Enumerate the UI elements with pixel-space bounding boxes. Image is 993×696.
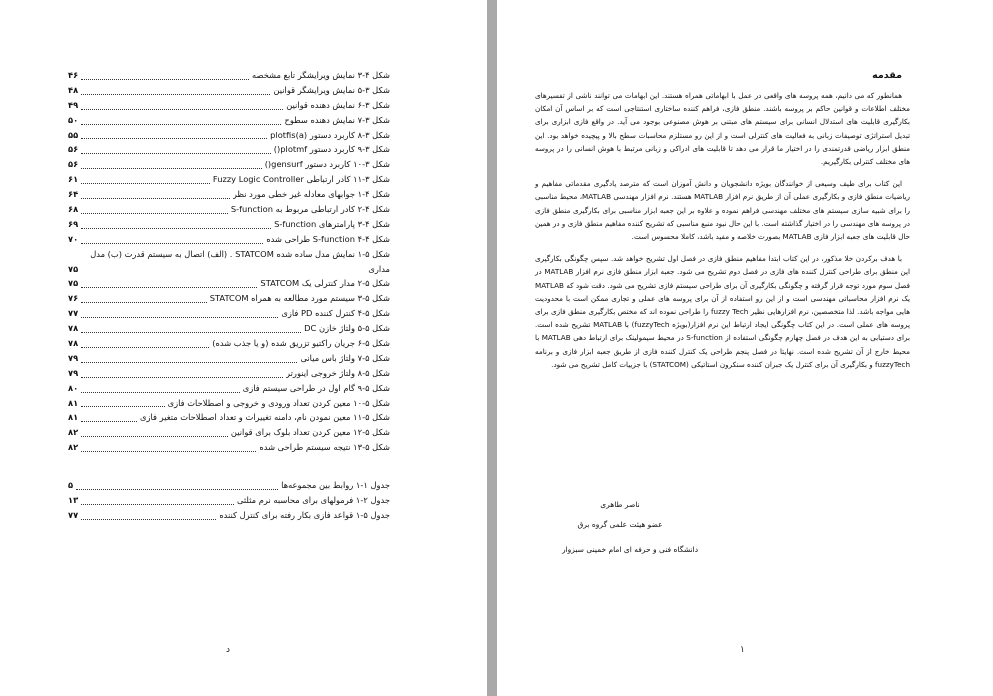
entry-label: مداری <box>368 263 390 274</box>
entry-page-number: ۷۰ <box>68 233 79 244</box>
figure-table-list <box>68 68 390 523</box>
dot-leader <box>81 317 278 318</box>
figure-entry <box>68 157 390 172</box>
entry-label: شکل ۵-۴ کنترل کننده PD فازی <box>281 308 390 319</box>
entry-label: شکل ۵-۱۱ معین نمودن نام، دامنه تغییرات و تعداد اصطلاحات متغیر فازی <box>139 412 390 423</box>
figure-entry <box>68 83 390 98</box>
dot-leader <box>81 406 164 407</box>
figure-entry <box>68 128 390 143</box>
dot-leader <box>81 243 263 244</box>
figure-entry <box>68 202 390 217</box>
dot-leader <box>81 213 228 214</box>
entry-page-number: ۷۵ <box>68 263 79 274</box>
dot-leader <box>81 362 297 363</box>
table-entry <box>68 493 390 508</box>
entry-label: شکل ۴-۲ کادر ارتباطی مربوط به S-function <box>230 204 390 214</box>
entry-label: شکل ۴-۳ نمایش ویرایشگر تابع مشخصه <box>252 69 390 80</box>
figure-entry <box>68 291 390 306</box>
entry-page-number: ۷۶ <box>68 293 79 304</box>
figure-entry <box>68 98 390 113</box>
entry-page-number: ۶۴ <box>68 189 79 200</box>
page-gutter <box>487 0 497 696</box>
entry-page-number: ۵۶ <box>68 159 79 170</box>
left-page-number: د <box>226 645 231 655</box>
entry-page-number: ۵۶ <box>68 144 79 155</box>
entry-label: شکل ۵-۲ مدار کنترلی یک STATCOM <box>260 278 390 289</box>
figure-entry <box>68 142 390 157</box>
dot-leader <box>81 392 240 393</box>
figure-entry <box>68 187 390 202</box>
entry-page-number: ۴۸ <box>68 84 79 95</box>
entry-label: شکل ۵-۶ جریان راکتیو تزریق شده (و یا جذب شده) <box>212 338 390 349</box>
entry-page-number: ۴۹ <box>68 99 79 110</box>
entry-label: شکل ۳-۸ کاربرد دستور plotfis(a) <box>270 129 390 140</box>
figure-entry <box>68 336 390 351</box>
entry-label: شکل ۵-۱ نمایش مدل ساده شده STATCOM . (الف) اتصال به سیستم قدرت (ب) مدل <box>90 248 390 259</box>
entry-page-number: ۷۹ <box>68 352 79 363</box>
dot-leader <box>81 198 230 199</box>
dot-leader <box>81 153 271 154</box>
intro-paragraph-3: با هدف برکردن خلا مذکور، در این کتاب ابتدا مفاهیم منطق فازی در فصل اول تشریح خواهد شد. سپس چگونگی بکارگیری این منطق برای طراحی کنترل کننده های فازی در فصل دوم تشریح می شود. جعبه ابزار منطق فازی نرم افزار MATLAB در فصل سوم مورد توجه قرار گرفته و چگونگی بکارگیری آن برای طراحی سیستم فازی تشریح می شود. دقت شود که MATLAB یک نرم افزار محاسباتی مهندسی است و از این رو استفاده از آن برای پروسه های عملی و تجاری ممکن است با محدودیت هایی مواجه باشد. لذا متخصصین، نرم افزارهایی نظیر fuzzy Tech را طراحی نموده اند که مختص بکارگیری منطق فازی برای پروسه های عملی است. در این کتاب چگونگی ایجاد ارتباط این نرم افزار(بویژه fuzzyTech) با MATLAB تشریح شده است. برای دستیابی به این هدف در فصل چهارم چگونگی استفاده از S-function در محیط سیمولینک برای ارتباط دهی MATLAB با محیط خارج از آن تشریح شده است. نهایتا در فصل پنجم طراحی یک کنترل کننده فازی از طریق جعبه ابزار فازی و برنامه fuzzyTech و بکارگیری آن برای کنترل یک جبران کننده سنکرون استاتیکی (STATCOM) با جزییات کامل تشریح می شود. <box>535 254 911 369</box>
figure-entry <box>68 68 390 83</box>
entry-label: شکل ۵-۸ ولتاژ خروجی اینورتر <box>286 367 390 378</box>
dot-leader <box>81 168 262 169</box>
entry-page-number: ۵۰ <box>68 114 79 125</box>
entry-label: شکل ۵-۵ ولتاژ خازن DC <box>304 323 390 334</box>
entry-label: شکل ۵-۱۳ نتیجه سیستم طراحی شده <box>259 442 390 453</box>
dot-leader <box>81 302 207 303</box>
dot-leader <box>81 451 256 452</box>
entry-label: جدول ۱-۱ روابط بین مجموعه‌ها <box>281 480 390 491</box>
entry-page-number: ۸۱ <box>68 397 79 408</box>
entry-label: شکل ۵-۳ سیستم مورد مطالعه به همراه STATCOM <box>209 293 390 304</box>
entry-page-number: ۶۱ <box>68 174 79 185</box>
table-entry <box>68 478 390 493</box>
entry-page-number: ۷۸ <box>68 323 79 334</box>
list-gap <box>68 455 390 478</box>
entry-page-number: ۷۷ <box>68 308 79 319</box>
dot-leader <box>81 332 301 333</box>
dot-leader <box>76 489 278 490</box>
entry-label: جدول ۲-۱ فرمولهای برای محاسبه نرم مثلثی <box>237 495 390 506</box>
figure-entry <box>68 440 390 455</box>
author-title: عضو هیئت علمی گروه برق <box>577 520 663 529</box>
author-affiliation: دانشگاه فنی و حرفه ای امام خمینی سبزوار <box>561 545 699 554</box>
entry-page-number: ۷۵ <box>68 278 79 289</box>
figure-entry <box>68 217 390 232</box>
entry-label: شکل ۴-۳ پارامترهای S-function <box>274 218 390 229</box>
entry-page-number: ۷۷ <box>68 509 79 520</box>
entry-page-number: ۵ <box>68 480 74 491</box>
entry-page-number: ۷۸ <box>68 338 79 349</box>
entry-page-number: ۸۲ <box>68 427 79 438</box>
figure-entry <box>68 396 390 411</box>
dot-leader <box>81 421 137 422</box>
entry-page-number: ۸۲ <box>68 442 79 453</box>
introduction <box>535 70 910 380</box>
figure-entry <box>68 247 390 262</box>
figure-entry <box>68 381 390 396</box>
intro-paragraph-1: همانطور که می دانیم، همه پروسه های واقعی در عمل با ابهاماتی همراه هستند. این ابهامات می توانند ناشی از تفسیرهای مختلف اطلاعات و قوانین حاکم بر پروسه باشند. منطق فازی، فراهم کننده ساختاری استنتاجی است که بر اساس آن امکان بکارگیری قابلیت های استدلال انسانی برای سیستم های مبتنی بر هوش مصنوعی بوجود می آید. در واقع فازی ابزاری برای تبدیل استراتژی توصیفات زبانی به فعالیت های کنترلی است و از این رو مستلزم محاسبات سطح بالا و پیچیده خواهد بود. این منطق ابزار ریاضی قدرتمندی را در اختیار ما قرار می دهد تا قابلیت های ادراکی و زبانی مرتبط با هوش انسانی را در پروسه های مختلف کنترلی بکارگیریم. <box>535 91 910 167</box>
figure-entry <box>68 276 390 291</box>
entry-label: شکل ۳-۷ نمایش دهنده سطوح <box>284 114 390 125</box>
left-page <box>0 0 487 696</box>
entry-label: شکل ۵-۱۰ معین کردن تعداد ورودی و خروجی و اصطلاحات فازی <box>167 397 390 408</box>
dot-leader <box>81 183 210 184</box>
dot-leader <box>81 79 249 80</box>
intro-heading: مقدمه <box>872 70 902 81</box>
intro-paragraph-2: این کتاب برای طیف وسیعی از خوانندگان بویژه دانشجویان و دانش آموزان است که مترصد یادگیری مقدماتی مفاهیم و ریاضیات منطق فازی و بکارگیری عملی آن از طریق نرم افزار MATLAB هستند. نرم افزار مهندسی MATLAB، محیط مناسبی را برای شبیه سازی سیستم های مختلف مهندسی فراهم نموده و علاوه بر این جعبه ابزار مناسبی برای بکارگیری منطق فازی در پروسه های مهندسی را در اختیار گذاشته است. با این حال نبود منبع مناسبی که تشریح کننده مفاهیم منطق فازی و در همین حال قابلیت های جعبه ابزار فازی MATLAB بصورت خلاصه و مفید باشد، کاملا محسوس است. <box>535 179 910 242</box>
dot-leader <box>81 228 271 229</box>
dot-leader <box>81 138 267 139</box>
figure-entry <box>68 113 390 128</box>
figure-entry <box>68 306 390 321</box>
dot-leader <box>81 347 209 348</box>
dot-leader <box>81 124 281 125</box>
figure-entry <box>68 321 390 336</box>
figure-entry <box>68 410 390 425</box>
table-entry <box>68 508 390 523</box>
entry-label: شکل ۴-۴ S-function طراحی شده <box>266 233 390 244</box>
figure-entry <box>68 425 390 440</box>
entry-label: شکل ۵-۷ ولتاژ باس میانی <box>300 352 390 363</box>
figure-entry-continued <box>68 262 390 277</box>
figure-entry <box>68 232 390 247</box>
entry-page-number: ۶۹ <box>68 218 79 229</box>
entry-label: شکل ۳-۹ کاربرد دستور plotmf() <box>273 144 390 155</box>
entry-label: شکل ۳-۱۰ کاربرد دستور gensurf() <box>264 159 390 170</box>
entry-label: شکل ۳-۶ نمایش دهنده قوانین <box>286 99 390 110</box>
entry-page-number: ۵۵ <box>68 129 79 140</box>
entry-label: شکل ۳-۱۱ کادر ارتباطی Fuzzy Logic Controller <box>212 174 390 185</box>
entry-label: شکل ۴-۱ جوابهای معادله غیر خطی مورد نظر <box>232 189 390 200</box>
entry-page-number: ۱۳ <box>68 495 79 506</box>
dot-leader <box>81 519 216 520</box>
entry-page-number: ۷۹ <box>68 367 79 378</box>
author-name: ناصر طاهری <box>600 500 640 509</box>
figure-entry <box>68 366 390 381</box>
entry-page-number: ۴۶ <box>68 69 79 80</box>
entry-page-number: ۸۱ <box>68 412 79 423</box>
dot-leader <box>81 109 283 110</box>
dot-leader <box>81 287 257 288</box>
figure-entry <box>68 172 390 187</box>
entry-label: شکل ۳-۵ نمایش ویرایشگر قوانین <box>273 84 390 95</box>
entry-page-number: ۸۰ <box>68 382 79 393</box>
dot-leader <box>81 377 283 378</box>
dot-leader <box>81 504 234 505</box>
right-page-number: ۱ <box>740 645 745 655</box>
dot-leader <box>81 436 228 437</box>
entry-label: شکل ۵-۱۲ معین کردن تعداد بلوک برای قوانین <box>230 427 390 438</box>
entry-page-number: ۶۸ <box>68 204 79 214</box>
entry-label: جدول ۵-۱ قواعد فازی بکار رفته برای کنترل کننده <box>219 509 390 520</box>
dot-leader <box>81 94 270 95</box>
figure-entry <box>68 351 390 366</box>
entry-label: شکل ۵-۹ گام اول در طراحی سیستم فازی <box>242 382 390 393</box>
